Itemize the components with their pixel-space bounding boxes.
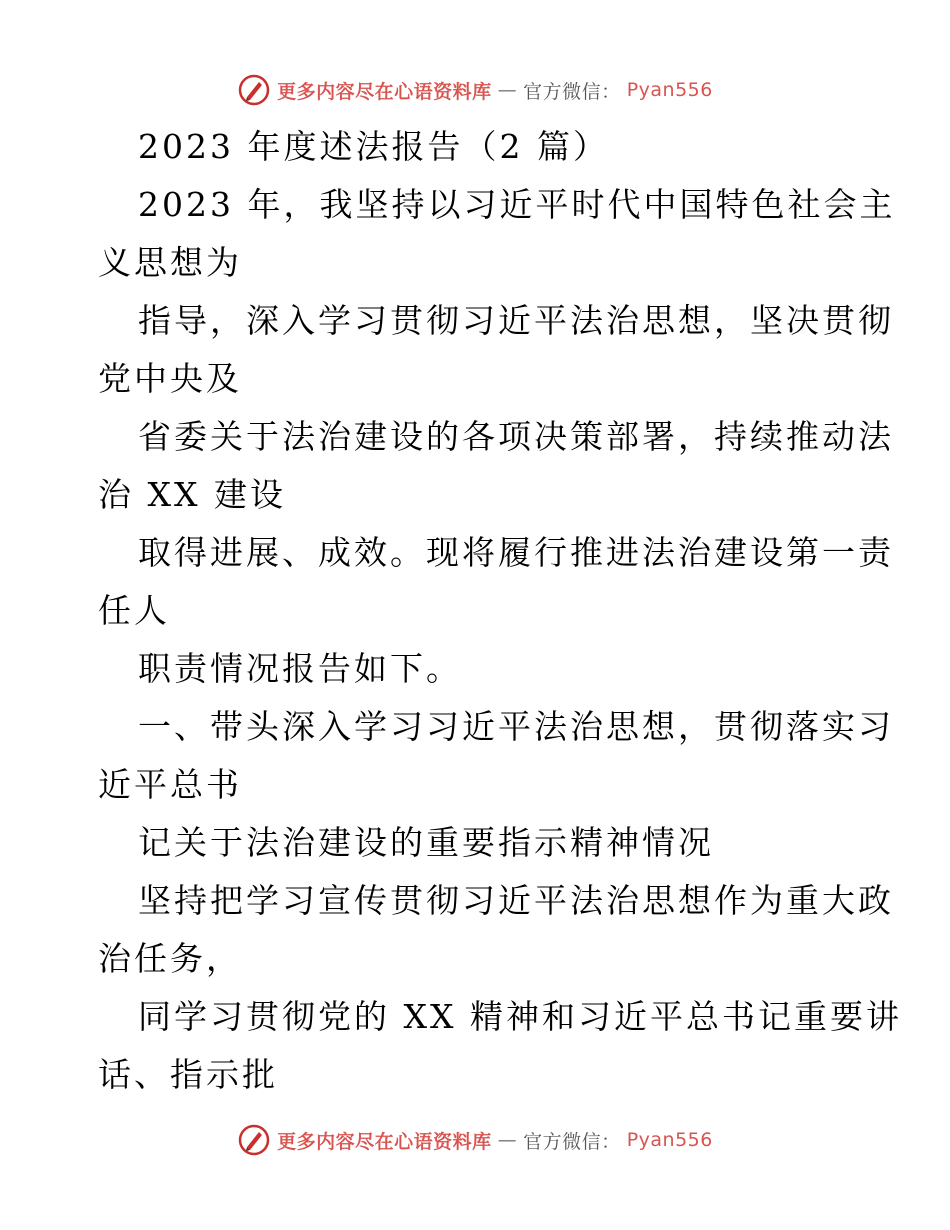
watermark-dash: — bbox=[497, 1129, 518, 1151]
section-heading: 记关于法治建设的重要指示精神情况 bbox=[138, 823, 714, 862]
paragraph-line: 治任务， bbox=[98, 939, 242, 978]
document-title: 2023 年度述法报告（2 篇） bbox=[138, 127, 609, 166]
paragraph-line: 治 XX 建设 bbox=[98, 475, 286, 514]
watermark-wechat-id: Pyan556 bbox=[626, 79, 713, 101]
watermark-dash: — bbox=[497, 79, 518, 101]
paragraph-line: 任人 bbox=[98, 591, 170, 630]
pen-logo-icon bbox=[237, 1123, 271, 1157]
paragraph-line: 指导，深入学习贯彻习近平法治思想，坚决贯彻 bbox=[138, 301, 894, 340]
paragraph-line: 职责情况报告如下。 bbox=[138, 649, 462, 688]
paragraph-line: 同学习贯彻党的 XX 精神和习近平总书记重要讲 bbox=[138, 997, 902, 1036]
watermark-wechat-label: 官方微信： bbox=[523, 1130, 621, 1153]
paragraph-line: 党中央及 bbox=[98, 359, 242, 398]
paragraph-line: 义思想为 bbox=[98, 243, 242, 282]
section-heading: 近平总书 bbox=[98, 765, 242, 804]
paragraph-line: 取得进展、成效。现将履行推进法治建设第一责 bbox=[138, 533, 894, 572]
watermark-wechat-id: Pyan556 bbox=[626, 1129, 713, 1151]
watermark-header bbox=[0, 70, 950, 110]
paragraph-line: 2023 年，我坚持以习近平时代中国特色社会主 bbox=[138, 185, 896, 224]
watermark-wechat-label: 官方微信： bbox=[523, 80, 621, 103]
section-heading: 一、带头深入学习习近平法治思想，贯彻落实习 bbox=[138, 707, 894, 746]
paragraph-line: 话、指示批 bbox=[98, 1055, 278, 1094]
watermark-brand: 更多内容尽在心语资料库 bbox=[277, 1130, 492, 1153]
pen-logo-icon bbox=[237, 73, 271, 107]
paragraph-line: 省委关于法治建设的各项决策部署，持续推动法 bbox=[138, 417, 894, 456]
watermark-footer bbox=[0, 1120, 950, 1160]
paragraph-line: 坚持把学习宣传贯彻习近平法治思想作为重大政 bbox=[138, 881, 894, 920]
watermark-brand: 更多内容尽在心语资料库 bbox=[277, 80, 492, 103]
